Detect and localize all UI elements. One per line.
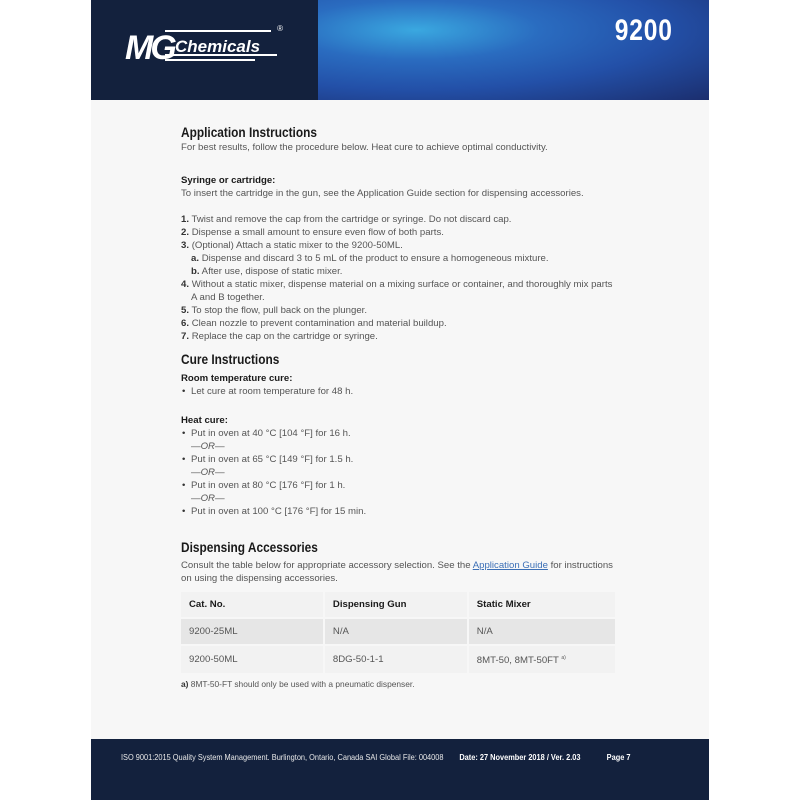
footer-date: Date: 27 November 2018 / Ver. 2.03 (459, 752, 581, 762)
step-item: 5. To stop the flow, pull back on the plunger. (181, 305, 367, 316)
table-cell: 9200-50ML (181, 646, 323, 673)
accessories-title: Dispensing Accessories (181, 540, 318, 555)
room-temp-item: • Let cure at room temperature for 48 h. (181, 385, 621, 398)
room-temp-list (181, 385, 621, 398)
room-temp-heading: Room temperature cure: (181, 373, 293, 384)
syringe-text: To insert the cartridge in the gun, see the Application Guide section for dispensing accessories. (181, 188, 584, 199)
column-header: Cat. No. (181, 592, 323, 617)
syringe-heading: Syringe or cartridge: (181, 175, 276, 186)
registered-icon: ® (277, 24, 283, 33)
footer-iso: ISO 9001:2015 Quality System Management. Burlington, Ontario, Canada SAI Global File: 004008 (121, 752, 444, 762)
step-item: 4. Without a static mixer, dispense material on a mixing surface or container, and thoroughly mix parts (181, 279, 613, 290)
application-title: Application Instructions (181, 125, 317, 140)
heat-cure-item: • Put in oven at 40 °C [104 °F] for 16 h. (181, 427, 621, 440)
substep-item: a. Dispense and discard 3 to 5 mL of the product to ensure a homogeneous mixture. (191, 253, 549, 264)
column-header: Dispensing Gun (325, 592, 467, 617)
table-footnote: a) 8MT-50-FT should only be used with a pneumatic dispenser. (181, 679, 415, 690)
heat-cure-list-3 (181, 479, 621, 492)
heat-cure-heading: Heat cure: (181, 415, 228, 426)
application-guide-link[interactable]: Application Guide (472, 560, 548, 571)
main-content (181, 125, 621, 691)
step-item: 3. (Optional) Attach a static mixer to the 9200-50ML. (181, 240, 403, 251)
accessories-table (179, 590, 617, 675)
table-row (181, 619, 615, 644)
accessories-intro: Consult the table below for appropriate accessory selection. See the Application Guide for instructions on using the dispensing accessories. (181, 560, 613, 584)
table-cell: 8MT-50, 8MT-50FT $^{a)}$ (469, 646, 615, 673)
step-item: 2. Dispense a small amount to ensure even flow of both parts. (181, 227, 444, 238)
step-item: 1. Twist and remove the cap from the cartridge or syringe. Do not discard cap. (181, 214, 512, 225)
substep-item: b. After use, dispose of static mixer. (191, 266, 343, 277)
step-continuation: A and B together. (191, 292, 265, 303)
heat-cure-item: • Put in oven at 100 °C [176 °F] for 15 min. (181, 505, 621, 518)
header-banner (318, 0, 709, 100)
page-number: Page 7 (606, 752, 631, 762)
table-cell: 8DG-50-1-1 (325, 646, 467, 673)
heat-cure-list (181, 427, 621, 440)
steps-list (181, 213, 621, 343)
step-item: 7. Replace the cap on the cartridge or syringe. (181, 331, 378, 342)
or-separator: —OR— (191, 467, 225, 478)
step-item: 6. Clean nozzle to prevent contamination and material buildup. (181, 318, 447, 329)
product-code: 9200 (614, 14, 673, 47)
cure-title: Cure Instructions (181, 352, 280, 367)
table-cell: N/A (325, 619, 467, 644)
footer-line (121, 752, 630, 762)
application-intro: For best results, follow the procedure below. Heat cure to achieve optimal conductivity. (181, 142, 548, 153)
logo-mg: MG (125, 29, 174, 67)
or-separator: —OR— (191, 493, 225, 504)
logo-panel (91, 0, 318, 100)
mg-chemicals-logo (125, 24, 285, 72)
logo-chemicals: Chemicals (175, 37, 261, 56)
page-footer (91, 739, 709, 800)
column-header: Static Mixer (469, 592, 615, 617)
heat-cure-item: • Put in oven at 65 °C [149 °F] for 1.5 h. (181, 453, 621, 466)
heat-cure-list-2 (181, 453, 621, 466)
page-header (91, 0, 709, 100)
table-cell: N/A (469, 619, 615, 644)
heat-cure-list-4 (181, 505, 621, 518)
heat-cure-item: • Put in oven at 80 °C [176 °F] for 1 h. (181, 479, 621, 492)
table-cell: 9200-25ML (181, 619, 323, 644)
or-separator: —OR— (191, 441, 225, 452)
footnote-marker: a) (561, 655, 566, 661)
table-row (181, 646, 615, 673)
table-header-row (181, 592, 615, 617)
